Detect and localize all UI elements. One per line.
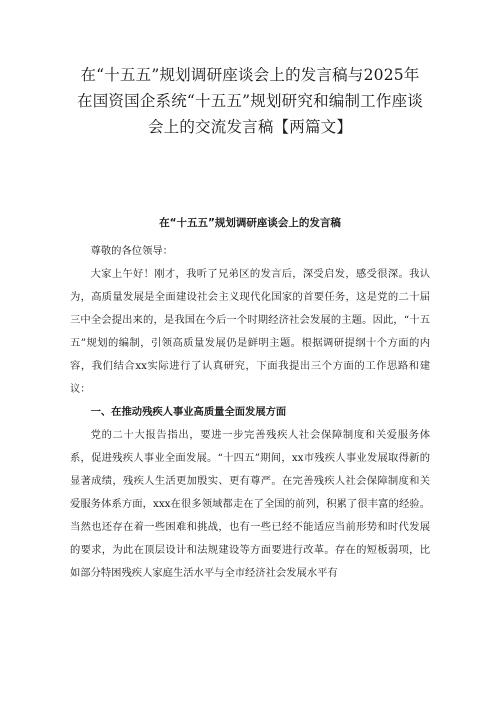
salutation: 尊敬的各位领导： bbox=[90, 245, 173, 257]
body-paragraph-1: 大家上午好！刚才，我听了兄弟区的发言后，深受启发，感受很深。我认为，高质量发展是全面建设社会主义现代化国家的首要任务，这是党的二十届三中全会提出来的，是我国在今后一个时期经济社会发展的主题。因此，“十五五”规划的编制，引领高质量发展仍是鲜明主题。根据调研提纲十个方面的内容，我们结合xx实际进行了认真研究，下面我提出三个方面的工作思路和建议： bbox=[70, 268, 430, 395]
heading-1: 一、在推动残疾人事业高质量全面发展方面 bbox=[90, 406, 287, 418]
title-line-2: 在国资国企系统“十五五”规划研究和编制工作座谈 bbox=[77, 92, 423, 110]
section-title: 在“十五五”规划调研座谈会上的发言稿 bbox=[159, 217, 341, 229]
title-line-1: 在“十五五”规划调研座谈会上的发言稿与2025年 bbox=[80, 66, 420, 84]
document-title bbox=[70, 0, 430, 140]
body-paragraph-2: 党的二十大报告指出，要进一步完善残疾人社会保障制度和关爱服务体系，促进残疾人事业全面发展。“十四五”期间，xx市残疾人事业发展取得新的显著成绩，残疾人生活更加殷实、更有尊严。在完善残疾人社会保障制度和关爱服务体系方面，xxx在很多领域都走在了全国的前列，积累了很丰富的经验。当然也还存在着一些困难和挑战，也有一些已经不能适应当前形势和时代发展的要求，为此在顶层设计和法规建设等方面要进行改革。存在的短板弱项，比如部分特困残疾人家庭生活水平与全市经济社会发展水平有 bbox=[70, 429, 430, 579]
title-line-3: 会上的交流发言稿【两篇文】 bbox=[147, 118, 353, 136]
